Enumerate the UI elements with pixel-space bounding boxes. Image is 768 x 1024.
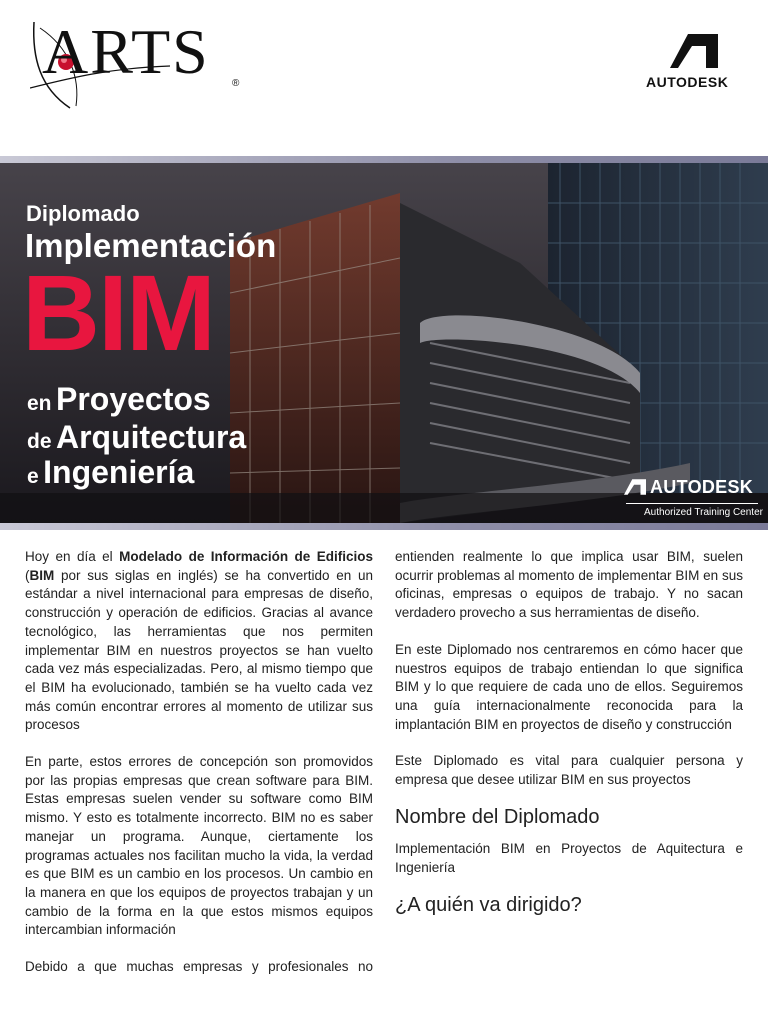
registered-mark: ®	[232, 78, 240, 89]
paragraph-nombre: Implementación BIM en Proyectos de Aquitectura e Ingeniería	[395, 841, 743, 876]
atc-subtitle: Authorized Training Center	[644, 507, 763, 518]
paragraph-debido-continued: entienden realmente lo que implica usar BIM, suelen ocurrir problemas al momento de implementar BIM en sus oficinas, empresas o equipos de trabajo. Y no sacan verdadero provecho a sus herramientas de diseño.	[395, 549, 743, 621]
banner-line-arquitectura	[27, 419, 246, 456]
autodesk-mark-icon	[670, 34, 718, 68]
heading-nombre-diplomado: Nombre del Diplomado	[395, 805, 600, 828]
paragraph-errores: En parte, estos errores de concepción son promovidos por las propias empresas que crean software para BIM. Estas empresas suelen vender su software como BIM mismo. Y esto es totalmente incorrecto. BIM no es saber manejar un programa. Aunque, ciertamente los programas actuales nos facilitan mucho la vida, la verdad es que BIM es un cambio en los procesos. Un cambio en la manera en que los equipos de proyectos trabajan y un cambio de la forma en la que estos mismos equipos intercambian información	[25, 754, 373, 938]
atc-wordmark: AUTODESK	[650, 477, 754, 497]
autodesk-wordmark: AUTODESK	[646, 74, 729, 90]
banner-ingenieria: Ingeniería	[43, 454, 195, 490]
text-bold: Modelado de Información de Edificios	[119, 549, 373, 564]
banner-diplomado: Diplomado	[26, 201, 140, 226]
divider-strip-top	[0, 156, 768, 163]
text-run: Hoy en día el	[25, 549, 120, 564]
heading-a-quien: ¿A quién va dirigido?	[395, 893, 582, 916]
banner-en: en	[27, 392, 52, 415]
hero-banner	[0, 163, 768, 523]
banner-line-proyectos	[27, 381, 211, 418]
atc-divider	[626, 503, 758, 504]
paragraph-vital: Este Diplomado es vital para cualquier persona y empresa que desee utilizar BIM en sus proyectos	[395, 753, 743, 788]
banner-de: de	[27, 430, 52, 453]
text-run: (	[25, 567, 30, 583]
text-bold: BIM	[29, 567, 55, 583]
paragraph-centraremos: En este Diplomado nos centraremos en cómo hacer que nuestros equipos de trabajo entiendan lo que significa BIM y lo que requiere de cada uno de ellos. Seguiremos una guía internacionalmente reconocida para la implantación BIM en proyectos de diseño y construcción	[395, 641, 743, 732]
paragraph-debido: Debido a que muchas empresas y profesionales no	[25, 959, 373, 975]
paragraph-intro	[25, 548, 373, 735]
banner-arquitectura: Arquitectura	[55, 419, 247, 455]
banner-implementacion: Implementación	[25, 227, 277, 264]
body-column-left	[25, 548, 373, 977]
page-header	[0, 0, 768, 158]
banner-line-ingenieria	[27, 454, 194, 491]
banner-e: e	[27, 465, 39, 488]
banner-bim: BIM	[22, 252, 214, 373]
autodesk-logo	[640, 30, 750, 90]
autodesk-mark-icon	[624, 479, 646, 495]
banner-proyectos: Proyectos	[55, 381, 211, 417]
text-run: por sus siglas en inglés) se ha convertido en un estándar a nivel internacional para empresas de diseño, construcción y operación de edificios. Gracias al avance tecnológico, las herramientas que nos permiten implementar BIM en nuestros proyectos se han vuelto cada vez más especializadas. Pero, al mismo tiempo que el BIM ha evolucionado, también se ha vuelto cada vez más común encontrar errores al momento de utilizar sus procesos	[25, 567, 373, 733]
divider-strip-bottom	[0, 523, 768, 530]
arts-logo-text: ARTS	[42, 16, 210, 87]
body-column-right	[395, 548, 743, 929]
